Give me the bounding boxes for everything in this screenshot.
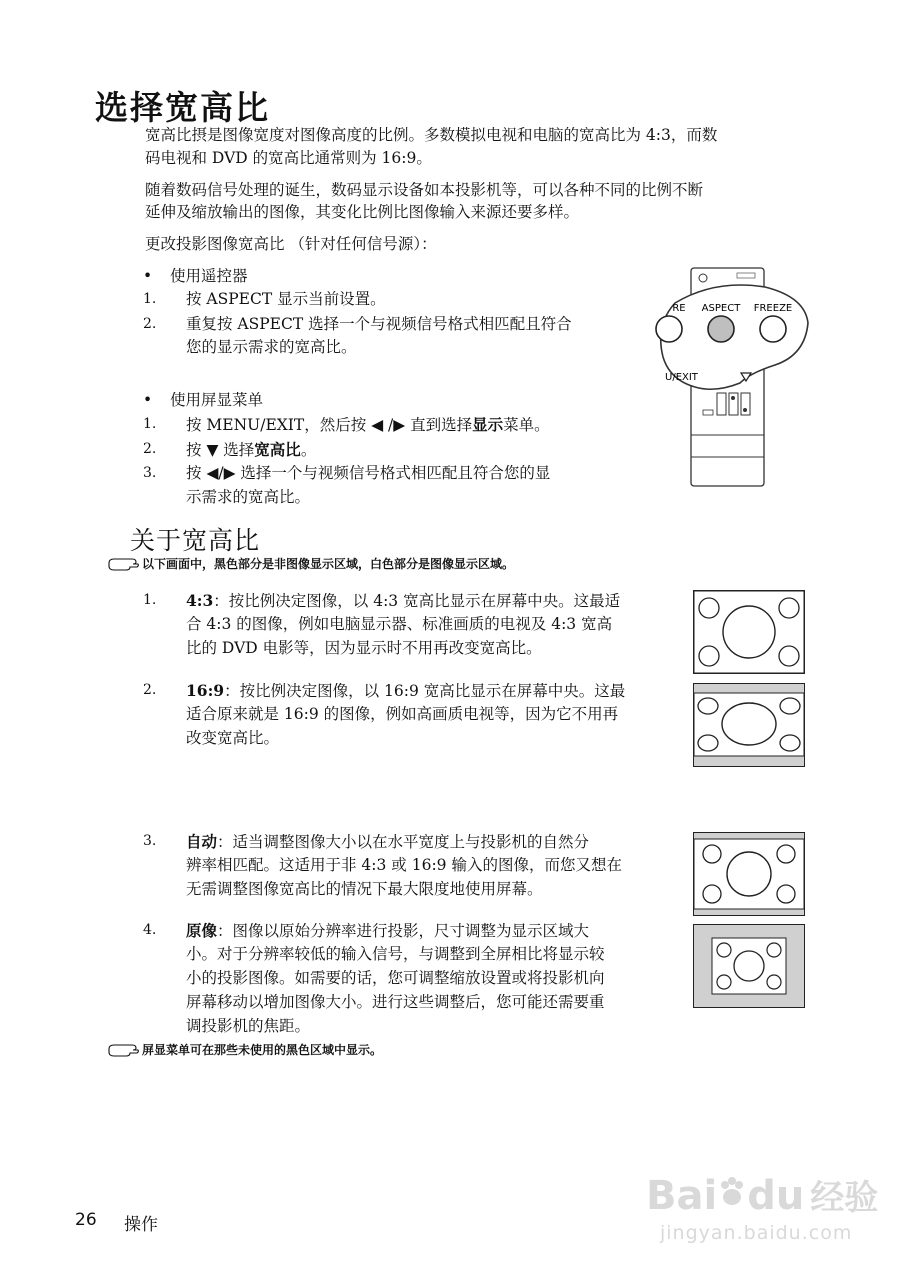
item-2-line-3: 改变宽高比。 [186,729,280,747]
remote-step-1-num: 1. [143,291,157,307]
page-title: 选择宽高比 [95,88,270,127]
watermark-logo: Bai du 经验 [646,1173,879,1219]
note-1: 以下画面中，黑色部分是非图像显示区域，白色部分是图像显示区域。 [142,557,515,571]
down-arrow-icon: ▼ [206,441,219,459]
item-2-line-1: 16:9：按比例决定图像，以 16:9 宽高比显示在屏幕中央。这最 [186,681,626,700]
item-3-num: 3. [143,833,157,849]
aspect-auto-diagram [693,832,805,916]
menu-exit-label: U/EXIT [665,372,698,383]
item-1-num: 1. [143,592,157,608]
aspect-label: ASPECT [701,303,741,314]
item-2-line-2: 适合原来就是 16:9 的图像，例如高画质电视等，因为它不用再 [186,705,619,723]
intro-line-5: 更改投影图像宽高比 （针对任何信号源）： [145,235,437,253]
aspect-16-9-diagram [693,683,805,767]
item-2-num: 2. [143,682,157,698]
section-heading: 关于宽高比 [130,526,261,555]
item-4-line-5: 调投影机的焦距。 [186,1017,311,1035]
remote-heading: 使用遥控器 [170,267,248,285]
aspect-real-diagram [693,924,805,1008]
remote-step-1: 按 ASPECT 显示当前设置。 [186,290,386,308]
osd-heading: 使用屏显菜单 [170,391,264,409]
note-hand-icon [108,556,140,572]
item-1-line-1: 4:3：按比例决定图像，以 4:3 宽高比显示在屏幕中央。这最适 [186,591,621,610]
item-4-line-1: 原像：图像以原始分辨率进行投影，尺寸调整为显示区域大 [186,921,590,940]
osd-step-1: 按 MENU/EXIT，然后按 ◀ /▶ 直到选择显示菜单。 [186,415,550,434]
osd-step-3-num: 3. [143,465,157,481]
left-right-arrow-icon: ◀/▶ [206,464,236,482]
item-4-line-2: 小。对于分辨率较低的输入信号，与调整到全屏相比将显示较 [186,945,605,963]
intro-line-3: 随着数码信号处理的诞生，数码显示设备如本投影机等，可以各种不同的比例不断 [145,181,704,199]
osd-step-2-num: 2. [143,441,157,457]
intro-line-2: 码电视和 DVD 的宽高比通常则为 16:9。 [145,149,432,167]
item-3-line-2: 辨率相匹配。这适用于非 4:3 或 16:9 输入的图像，而您又想在 [186,856,622,874]
page-number: 26 [75,1210,97,1230]
left-right-arrow-icon: ◀ /▶ [371,416,406,434]
paw-icon [717,1173,747,1219]
remote-step-2-line-1: 重复按 ASPECT 选择一个与视频信号格式相匹配且符合 [186,315,572,333]
item-3-line-3: 无需调整图像宽高比的情况下最大限度地使用屏幕。 [186,880,543,898]
item-1-line-2: 合 4:3 的图像，例如电脑显示器、标准画质的电视及 4:3 宽高 [186,615,613,633]
item-4-line-4: 屏幕移动以增加图像大小。进行这些调整后，您可能还需要重 [186,993,605,1011]
intro-line-1: 宽高比摂是图像宽度对图像高度的比例。多数模拟电视和电脑的宽高比为 4:3，而数 [145,126,718,144]
remote-step-2-num: 2. [143,316,157,332]
watermark-url: jingyan.baidu.com [660,1222,853,1244]
item-4-line-3: 小的投影图像。如需要的话，您可调整缩放设置或将投影机向 [186,969,605,987]
osd-step-2: 按 ▼ 选择宽高比。 [186,440,317,459]
note-2: 屏显菜单可在那些未使用的黑色区域中显示。 [142,1043,383,1057]
footer-section: 操作 [124,1215,158,1235]
osd-step-3-line-2: 示需求的宽高比。 [186,488,311,506]
remote-step-2-line-2: 您的显示需求的宽高比。 [186,338,357,356]
aspect-4-3-diagram [693,590,805,674]
osd-step-1-num: 1. [143,416,157,432]
item-3-line-1: 自动：适当调整图像大小以在水平宽度上与投影机的自然分 [186,832,590,851]
osd-bullet: • [143,391,153,409]
remote-control-image [655,265,815,490]
remote-bullet: • [143,267,153,285]
osd-step-3-line-1: 按 ◀/▶ 选择一个与视频信号格式相匹配且符合您的显 [186,464,551,482]
item-1-line-3: 比的 DVD 电影等，因为显示时不用再改变宽高比。 [186,639,542,657]
freeze-label: FREEZE [753,303,793,314]
re-label: RE [672,303,686,314]
intro-line-4: 延伸及缩放输出的图像，其变化比例比图像输入来源还要多样。 [145,203,580,221]
note-hand-icon [108,1042,140,1058]
item-4-num: 4. [143,922,157,938]
